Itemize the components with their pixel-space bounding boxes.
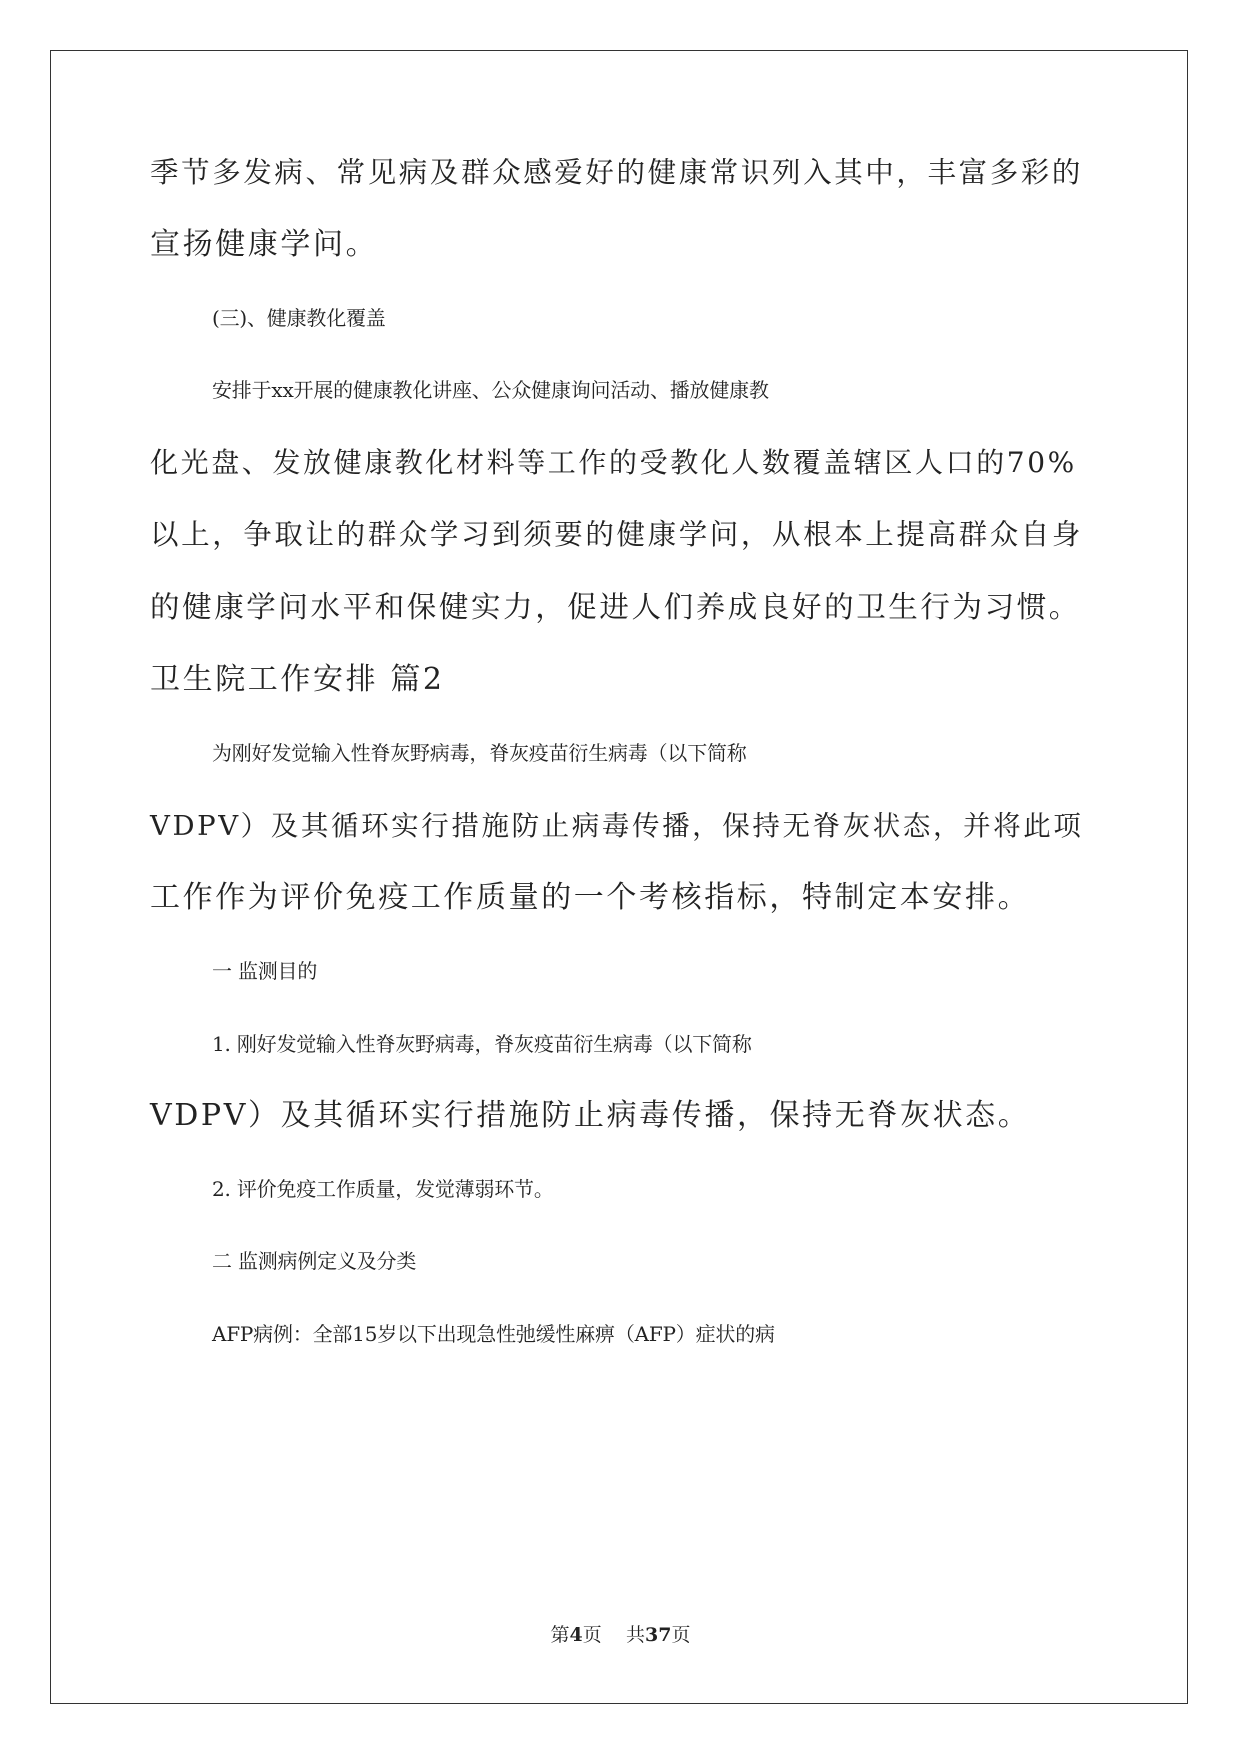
page-number: 4: [569, 1624, 583, 1646]
total-prefix: 共: [625, 1624, 645, 1646]
text-line-4: 安排于xx开展的健康教化讲座、公众健康询问活动、播放健康教: [212, 378, 769, 402]
text-line-17: AFP病例：全部15岁以下出现急性弛缓性麻痹（AFP）症状的病: [212, 1322, 775, 1346]
section-heading-3: (三)、健康教化覆盖: [212, 306, 386, 330]
text-line-10: VDPV）及其循环实行措施防止病毒传播，保持无脊灰状态，并将此项: [150, 810, 1084, 842]
section-heading-2: 二 监测病例定义及分类: [212, 1249, 417, 1273]
page-prefix: 第: [550, 1624, 570, 1646]
total-suffix: 页: [671, 1624, 691, 1646]
text-line-14: VDPV）及其循环实行措施防止病毒传播，保持无脊灰状态。: [150, 1098, 1031, 1133]
text-line-11: 工作作为评价免疫工作质量的一个考核指标，特制定本安排。: [150, 880, 1031, 915]
text-line-2: 宣扬健康学问。: [150, 227, 379, 262]
page-footer: [0, 1623, 1241, 1647]
text-line-7: 的健康学问水平和保健实力，促进人们养成良好的卫生行为习惯。: [150, 590, 1081, 624]
text-line-9: 为刚好发觉输入性脊灰野病毒，脊灰疫苗衍生病毒（以下简称: [212, 741, 747, 765]
total-pages: 37: [644, 1624, 672, 1646]
text-line-15: 2. 评价免疫工作质量，发觉薄弱环节。: [212, 1177, 554, 1201]
section-heading-1: 一 监测目的: [212, 959, 318, 983]
text-line-5: 化光盘、发放健康教化材料等工作的受教化人数覆盖辖区人口的70%: [150, 446, 1077, 479]
text-line-13: 1. 刚好发觉输入性脊灰野病毒，脊灰疫苗衍生病毒（以下简称: [212, 1032, 752, 1056]
text-line-1: 季节多发病、常见病及群众感爱好的健康常识列入其中，丰富多彩的: [150, 156, 1084, 189]
text-line-6: 以上，争取让的群众学习到须要的健康学问，从根本上提高群众自身: [150, 518, 1084, 551]
article-title: 卫生院工作安排 篇2: [150, 662, 445, 697]
page-suffix: 页: [582, 1624, 602, 1646]
